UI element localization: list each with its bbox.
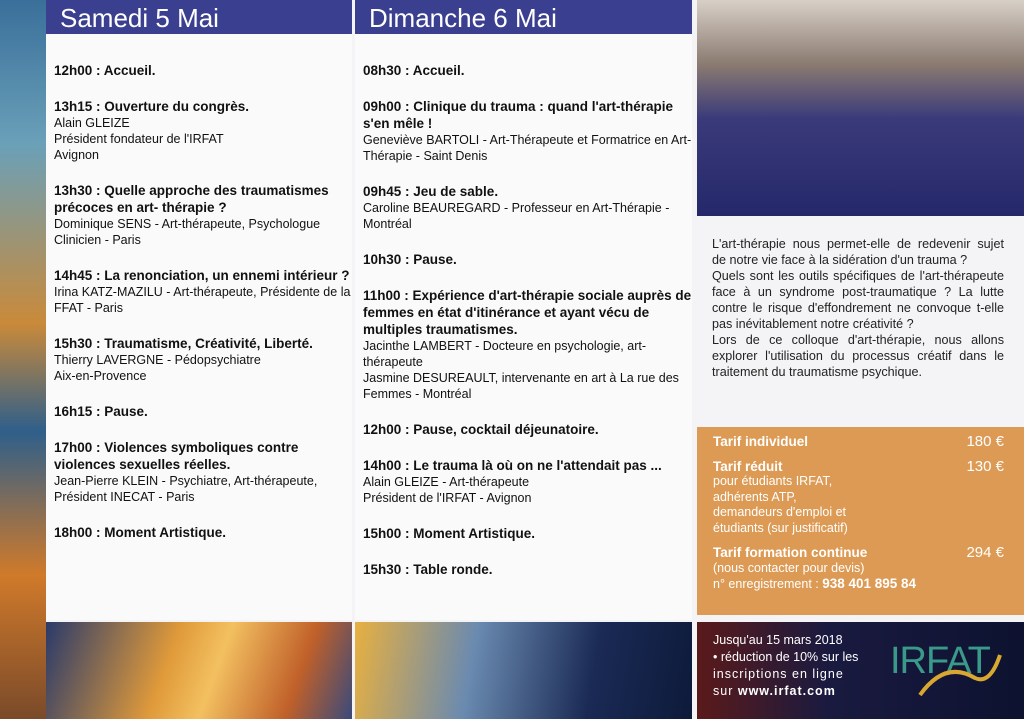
tarif-label: Tarif réduit [713, 458, 783, 474]
logo-swoosh-icon [915, 650, 1005, 700]
program-item-title: 13h30 : Quelle approche des traumatismes précoces en art- thérapie ? [54, 183, 329, 215]
pricing-box [697, 427, 1024, 615]
program-item-title: 15h30 : Table ronde. [363, 562, 493, 577]
program-item-speaker: Caroline BEAUREGARD - Professeur en Art-Thérapie - Montréal [363, 201, 670, 231]
program-item-title: 14h45 : La renonciation, un ennemi intérieur ? [54, 268, 350, 283]
program-item-title: 18h00 : Moment Artistique. [54, 525, 227, 540]
program-item-speaker: Président fondateur de l'IRFAT [54, 132, 224, 146]
program-item-title: 16h15 : Pause. [54, 404, 148, 419]
program-item-speaker: Alain GLEIZE [54, 116, 130, 130]
program-item [363, 183, 692, 232]
sunday-program [355, 34, 692, 578]
registration-label: n° enregistrement : [713, 577, 823, 591]
program-item-speaker: Irina KATZ-MAZILU - Art-thérapeute, Présidente de la FFAT - Paris [54, 285, 351, 315]
program-item-title: 11h00 : Expérience d'art-thérapie sociale auprès de femmes en état d'itinérance et ayant vécu de multiples traumatismes. [363, 288, 692, 337]
program-item-title: 15h30 : Traumatisme, Créativité, Liberté. [54, 336, 313, 351]
tarif-price: 130 € [966, 457, 1004, 475]
program-item-speaker: Jasmine DESUREAULT, intervenante en art à La rue des Femmes - Montréal [363, 371, 679, 401]
sunday-header: Dimanche 6 Mai [355, 0, 692, 34]
program-item [54, 182, 352, 248]
decorative-painting-left [46, 622, 352, 719]
program-item [363, 525, 692, 542]
program-item-speaker: Aix-en-Provence [54, 369, 147, 383]
decorative-painting-middle [355, 622, 692, 719]
tarif-note: pour étudiants IRFAT, [713, 474, 833, 488]
tarif-label: Tarif individuel [713, 434, 809, 449]
tarif-note: (nous contacter pour devis) [713, 560, 865, 575]
program-item [54, 439, 352, 505]
saturday-column [46, 0, 352, 620]
tarif-note: étudiants (sur justificatif) [713, 520, 848, 535]
tarif-reduit [713, 459, 1004, 475]
program-item [54, 403, 352, 420]
irfat-logo: IRFAT [890, 640, 990, 682]
tarif-note: demandeurs d'emploi et [713, 505, 847, 519]
program-item [54, 267, 352, 316]
program-item-title: 12h00 : Accueil. [54, 63, 156, 78]
saturday-header: Samedi 5 Mai [46, 0, 352, 34]
program-item [54, 98, 352, 163]
tarif-label: Tarif formation continue [713, 545, 868, 560]
program-item-speaker: Jacinthe LAMBERT - Docteure en psychologie, art-thérapeute [363, 339, 647, 369]
program-item [363, 561, 692, 578]
program-item [363, 287, 692, 402]
program-item-title: 08h30 : Accueil. [363, 63, 465, 78]
program-item-title: 13h15 : Ouverture du congrès. [54, 99, 250, 114]
program-item-speaker: Jean-Pierre KLEIN - Psychiatre, Art-thérapeute, Président INECAT - Paris [54, 474, 318, 504]
tarif-formation [713, 545, 1004, 561]
program-item-speaker: Dominique SENS - Art-thérapeute, Psychologue Clinicien - Paris [54, 217, 321, 247]
program-item-title: 17h00 : Violences symboliques contre violences sexuelles réelles. [54, 440, 299, 472]
tarif-individuel [713, 434, 1004, 450]
program-item-title: 09h45 : Jeu de sable. [363, 184, 499, 199]
program-item-speaker: Geneviève BARTOLI - Art-Thérapeute et Formatrice en Art-Thérapie - Saint Denis [363, 133, 692, 163]
decorative-art-strip [0, 0, 46, 719]
program-item [363, 457, 692, 506]
intro-paragraph: Quels sont les outils spécifiques de l'art-thérapeute face à un syndrome post-traumatique ? La lutte contre le risque d'effondrement ne convoque t-elle pas inévitablement notre créativité ? [712, 269, 1004, 331]
program-item-title: 12h00 : Pause, cocktail déjeunatoire. [363, 422, 599, 437]
tarif-note: adhérents ATP, [713, 489, 797, 504]
program-item-speaker: Thierry LAVERGNE - Pédopsychiatre [54, 353, 261, 367]
sunday-column [355, 0, 692, 620]
program-item-title: 10h30 : Pause. [363, 252, 457, 267]
intro-text [712, 236, 1004, 380]
saturday-program [46, 34, 352, 541]
intro-paragraph: L'art-thérapie nous permet-elle de redevenir sujet de notre vie face à la sidération d'un trauma ? [712, 237, 1004, 267]
website-link[interactable]: www.irfat.com [737, 684, 836, 698]
program-item [363, 62, 692, 79]
intro-paragraph: Lors de ce colloque d'art-thérapie, nous allons explorer l'utilisation du processus créatif dans le traitement du traumatisme psychique. [712, 333, 1004, 379]
program-item-title: 15h00 : Moment Artistique. [363, 526, 536, 541]
program-item-speaker: Alain GLEIZE - Art-thérapeute [363, 475, 530, 489]
promo-prefix: sur [713, 684, 738, 698]
registration-number [713, 576, 1004, 593]
auditorium-photo [697, 0, 1024, 216]
program-item [54, 335, 352, 384]
program-item [54, 524, 352, 541]
promo-line: inscriptions en ligne [713, 667, 844, 681]
program-item-title: 14h00 : Le trauma là où on ne l'attendait pas ... [363, 458, 662, 473]
program-item [54, 62, 352, 79]
tarif-price: 180 € [966, 433, 1004, 450]
program-item-title: 09h00 : Clinique du trauma : quand l'art-thérapie s'en mêle ! [363, 99, 674, 131]
program-item-speaker: Avignon [54, 148, 99, 162]
program-item-speaker: Président de l'IRFAT - Avignon [363, 491, 532, 505]
promo-line: Jusqu'au 15 mars 2018 [713, 633, 843, 647]
registration-value: 938 401 895 84 [822, 576, 917, 591]
tarif-price: 294 € [966, 544, 1004, 561]
program-item [363, 98, 692, 164]
promo-line: • réduction de 10% sur les [713, 650, 859, 664]
program-item [363, 251, 692, 268]
program-item [363, 421, 692, 438]
